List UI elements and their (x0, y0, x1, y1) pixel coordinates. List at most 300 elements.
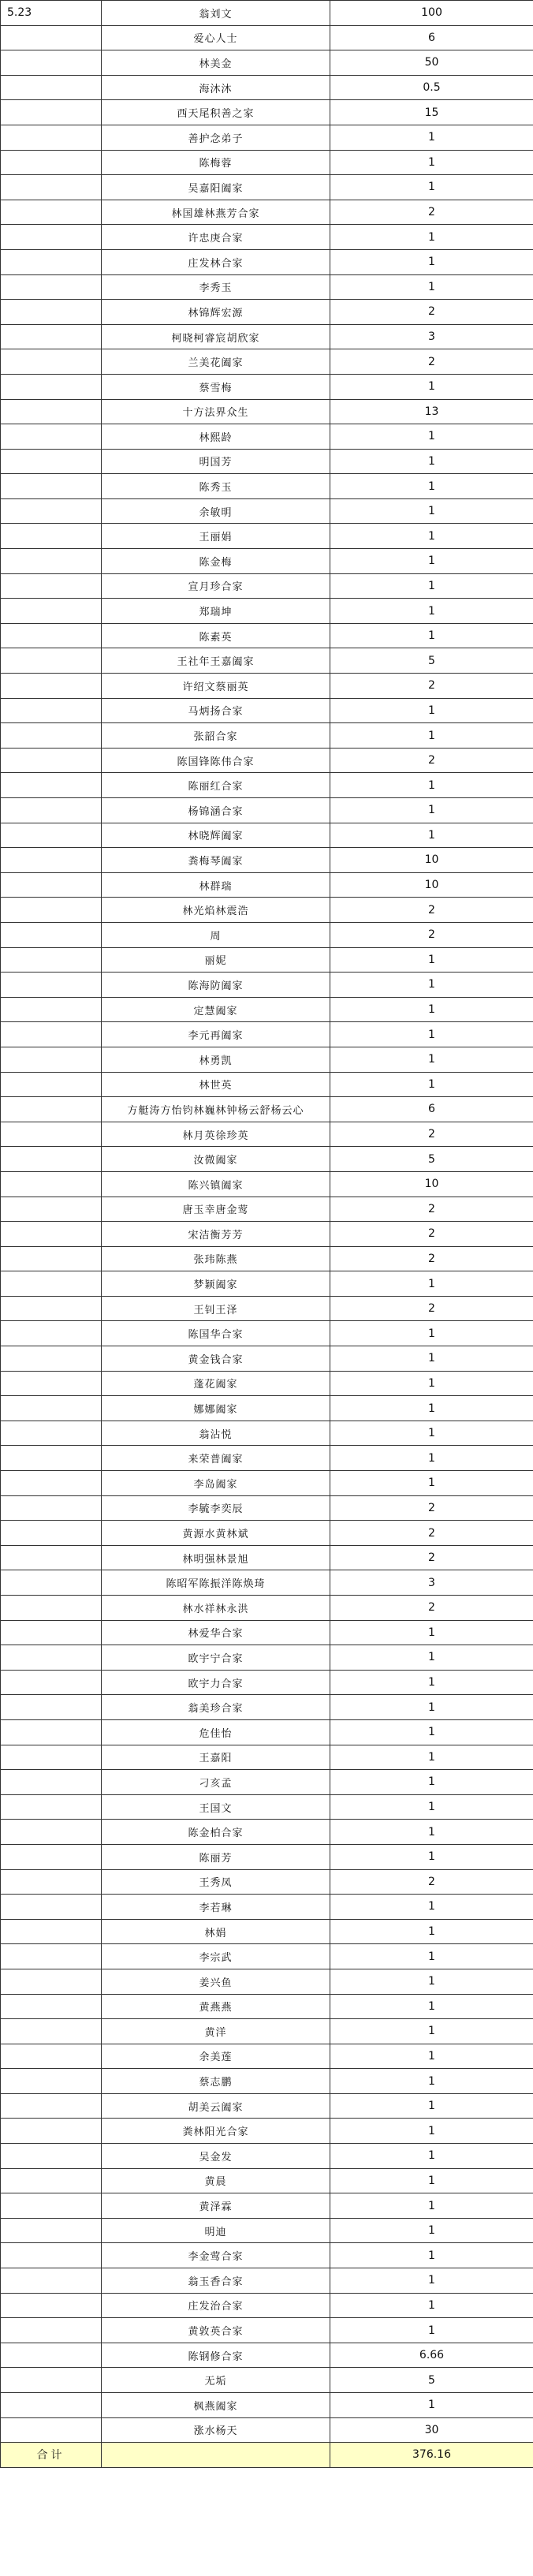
date-cell (1, 1197, 102, 1222)
donor-name-cell: 林晓辉阖家 (102, 823, 330, 848)
table-row (1, 1521, 533, 1546)
date-cell (1, 1296, 102, 1321)
donor-name-cell: 十方法界众生 (102, 399, 330, 424)
amount-cell: 1 (330, 1421, 533, 1446)
amount-cell: 15 (330, 100, 533, 125)
table-row (1, 2019, 533, 2044)
table-row (1, 274, 533, 300)
donor-name-cell: 林勇凯 (102, 1047, 330, 1072)
table-row (1, 2343, 533, 2368)
amount-cell: 2 (330, 1296, 533, 1321)
date-cell (1, 1994, 102, 2019)
date-cell (1, 1171, 102, 1197)
table-row (1, 2168, 533, 2193)
date-cell (1, 1271, 102, 1297)
amount-cell: 50 (330, 50, 533, 76)
date-cell (1, 1620, 102, 1645)
date-cell (1, 1794, 102, 1820)
table-row (1, 349, 533, 375)
donor-name-cell: 余美莲 (102, 2044, 330, 2069)
table-row (1, 2119, 533, 2144)
amount-cell: 6 (330, 25, 533, 50)
date-cell (1, 1645, 102, 1671)
donor-name-cell: 柯晓柯睿宸胡欣家 (102, 324, 330, 349)
donor-name-cell: 善护念弟子 (102, 125, 330, 150)
date-cell (1, 1545, 102, 1570)
table-row (1, 1097, 533, 1122)
date-cell (1, 524, 102, 549)
donor-name-cell: 来荣普阖家 (102, 1446, 330, 1471)
amount-cell: 1 (330, 2069, 533, 2094)
table-row (1, 374, 533, 399)
donor-name-cell: 林熙龄 (102, 424, 330, 450)
donor-name-cell: 陈丽红合家 (102, 773, 330, 798)
date-cell (1, 2417, 102, 2443)
date-cell (1, 1072, 102, 1097)
donor-name-cell: 林爱华合家 (102, 1620, 330, 1645)
date-cell (1, 1446, 102, 1471)
date-cell (1, 848, 102, 873)
table-row (1, 1844, 533, 1869)
table-row (1, 922, 533, 947)
donor-name-cell: 林美金 (102, 50, 330, 76)
amount-cell: 1 (330, 599, 533, 624)
donor-name-cell: 林水祥林永洪 (102, 1596, 330, 1621)
donor-name-cell: 黄源水黄林斌 (102, 1521, 330, 1546)
amount-cell: 2 (330, 1521, 533, 1546)
table-row (1, 1296, 533, 1321)
donor-name-cell: 王社年王嘉阖家 (102, 648, 330, 674)
table-row (1, 1869, 533, 1895)
total-row (1, 2443, 533, 2468)
donor-name-cell: 枫燕阖家 (102, 2393, 330, 2418)
amount-cell: 2 (330, 748, 533, 773)
donor-name-cell: 王嘉阳 (102, 1745, 330, 1770)
date-cell (1, 1222, 102, 1247)
donor-name-cell: 娜娜阖家 (102, 1396, 330, 1421)
amount-cell: 1 (330, 2119, 533, 2144)
donor-name-cell: 陈钢修合家 (102, 2343, 330, 2368)
date-cell (1, 748, 102, 773)
amount-cell: 1 (330, 2044, 533, 2069)
donor-name-cell: 李秀玉 (102, 274, 330, 300)
date-cell (1, 1147, 102, 1172)
donor-name-cell: 蔡志鹏 (102, 2069, 330, 2094)
donor-name-cell: 定慧阖家 (102, 997, 330, 1022)
amount-cell: 1 (330, 1820, 533, 1845)
donor-name-cell: 方艇涛方怡钧林巍林钟杨云舒杨云心 (102, 1097, 330, 1122)
amount-cell: 2 (330, 898, 533, 923)
table-row (1, 75, 533, 100)
amount-cell: 6 (330, 1097, 533, 1122)
date-cell (1, 50, 102, 76)
amount-cell: 1 (330, 1346, 533, 1372)
donor-name-cell: 黄燕燕 (102, 1994, 330, 2019)
donor-name-cell: 胡美云阖家 (102, 2093, 330, 2119)
table-row (1, 2093, 533, 2119)
table-row (1, 973, 533, 998)
donor-name-cell: 李元再阖家 (102, 1022, 330, 1047)
amount-cell: 5 (330, 1147, 533, 1172)
donor-name-cell: 陈丽芳 (102, 1844, 330, 1869)
donor-name-cell: 刁亥孟 (102, 1770, 330, 1795)
table-row (1, 1994, 533, 2019)
date-cell (1, 947, 102, 973)
donor-name-cell: 陈秀玉 (102, 474, 330, 499)
donor-name-cell: 海沐沐 (102, 75, 330, 100)
donor-name-cell: 王钊王泽 (102, 1296, 330, 1321)
table-row (1, 798, 533, 823)
date-cell (1, 623, 102, 648)
date-cell (1, 324, 102, 349)
date-cell (1, 1570, 102, 1596)
donor-name-cell: 郑瑞坤 (102, 599, 330, 624)
amount-cell: 1 (330, 225, 533, 250)
donor-name-cell: 杨锦涵合家 (102, 798, 330, 823)
amount-cell: 2 (330, 1122, 533, 1147)
date-cell (1, 100, 102, 125)
donor-name-cell: 陈国华合家 (102, 1321, 330, 1346)
date-cell (1, 1471, 102, 1496)
date-cell (1, 2044, 102, 2069)
amount-cell: 1 (330, 1944, 533, 1969)
table-row (1, 2318, 533, 2343)
date-cell (1, 1770, 102, 1795)
donor-name-cell: 黄金钱合家 (102, 1346, 330, 1372)
date-cell (1, 2368, 102, 2393)
date-cell (1, 75, 102, 100)
amount-cell: 2 (330, 1495, 533, 1521)
date-cell (1, 674, 102, 699)
table-row (1, 623, 533, 648)
amount-cell: 2 (330, 674, 533, 699)
amount-cell: 1 (330, 424, 533, 450)
amount-cell: 1 (330, 524, 533, 549)
table-row (1, 150, 533, 175)
donor-name-cell: 汝微阖家 (102, 1147, 330, 1172)
amount-cell: 2 (330, 1596, 533, 1621)
donor-name-cell: 西天尾积善之家 (102, 100, 330, 125)
date-cell (1, 2318, 102, 2343)
date-cell (1, 973, 102, 998)
donor-name-cell: 明国芳 (102, 449, 330, 474)
donor-name-cell: 翁刘文 (102, 1, 330, 26)
amount-cell: 1 (330, 2019, 533, 2044)
date-cell (1, 997, 102, 1022)
table-row (1, 947, 533, 973)
amount-cell: 13 (330, 399, 533, 424)
table-row (1, 1620, 533, 1645)
table-row (1, 573, 533, 599)
table-row (1, 1396, 533, 1421)
donor-name-cell: 林光焰林震浩 (102, 898, 330, 923)
donor-name-cell: 蔡雪梅 (102, 374, 330, 399)
date-cell (1, 424, 102, 450)
donor-name-cell: 黄洋 (102, 2019, 330, 2044)
date-cell (1, 1844, 102, 1869)
donor-name-cell: 姜兴鱼 (102, 1969, 330, 1994)
donor-name-cell: 王秀凤 (102, 1869, 330, 1895)
donation-table-body (1, 1, 533, 2468)
amount-cell: 1 (330, 498, 533, 524)
date-cell (1, 2069, 102, 2094)
donor-name-cell: 唐玉幸唐金莺 (102, 1197, 330, 1222)
date-cell (1, 2193, 102, 2219)
table-row (1, 2417, 533, 2443)
date-cell (1, 150, 102, 175)
donor-name-cell: 林国雄林燕芳合家 (102, 200, 330, 225)
table-row (1, 1446, 533, 1471)
date-cell (1, 1246, 102, 1271)
table-row (1, 2393, 533, 2418)
table-row (1, 225, 533, 250)
table-row (1, 1246, 533, 1271)
date-cell (1, 2093, 102, 2119)
amount-cell: 1 (330, 1745, 533, 1770)
donor-name-cell: 粪林阳光合家 (102, 2119, 330, 2144)
donor-name-cell: 余敏明 (102, 498, 330, 524)
donor-name-cell: 周 (102, 922, 330, 947)
donor-name-cell: 李金莺合家 (102, 2243, 330, 2268)
date-cell (1, 249, 102, 274)
date-cell (1, 1521, 102, 1546)
amount-cell: 1 (330, 947, 533, 973)
table-row (1, 2193, 533, 2219)
donor-name-cell: 黄晨 (102, 2168, 330, 2193)
table-row (1, 698, 533, 723)
donor-name-cell: 张玮陈燕 (102, 1246, 330, 1271)
amount-cell: 1 (330, 823, 533, 848)
date-cell (1, 2144, 102, 2169)
date-cell (1, 225, 102, 250)
total-empty-cell (102, 2443, 330, 2468)
table-row (1, 1545, 533, 1570)
date-cell (1, 474, 102, 499)
total-label: 合计 (1, 2443, 102, 2468)
amount-cell: 2 (330, 1222, 533, 1247)
date-cell (1, 1969, 102, 1994)
table-row (1, 872, 533, 898)
donor-name-cell: 翁沾悦 (102, 1421, 330, 1446)
donor-name-cell: 陈素英 (102, 623, 330, 648)
donor-name-cell: 林娟 (102, 1919, 330, 1944)
table-row (1, 1670, 533, 1695)
amount-cell: 1 (330, 1770, 533, 1795)
donor-name-cell: 李岛阖家 (102, 1471, 330, 1496)
table-row (1, 1197, 533, 1222)
table-row (1, 449, 533, 474)
amount-cell: 1 (330, 1645, 533, 1671)
amount-cell: 2 (330, 1197, 533, 1222)
table-row (1, 1222, 533, 1247)
donor-name-cell: 李毓李奕辰 (102, 1495, 330, 1521)
amount-cell: 1 (330, 1471, 533, 1496)
donor-name-cell: 吴金发 (102, 2144, 330, 2169)
donor-name-cell: 陈金柏合家 (102, 1820, 330, 1845)
amount-cell: 1 (330, 798, 533, 823)
amount-cell: 2 (330, 1545, 533, 1570)
table-row (1, 898, 533, 923)
date-cell (1, 175, 102, 200)
date-cell (1, 1371, 102, 1396)
table-row (1, 1820, 533, 1845)
table-row (1, 1695, 533, 1720)
amount-cell: 1 (330, 150, 533, 175)
table-row (1, 1596, 533, 1621)
amount-cell: 1 (330, 1072, 533, 1097)
table-row (1, 1321, 533, 1346)
donor-name-cell: 梦颖阖家 (102, 1271, 330, 1297)
amount-cell: 10 (330, 872, 533, 898)
date-cell (1, 2218, 102, 2243)
table-row (1, 175, 533, 200)
date-cell (1, 1421, 102, 1446)
date-cell (1, 2119, 102, 2144)
donor-name-cell: 爱心人士 (102, 25, 330, 50)
donor-name-cell: 许绍文蔡丽英 (102, 674, 330, 699)
total-amount: 376.16 (330, 2443, 533, 2468)
date-cell (1, 2168, 102, 2193)
amount-cell: 1 (330, 474, 533, 499)
date-cell (1, 773, 102, 798)
donor-name-cell: 翁玉香合家 (102, 2268, 330, 2294)
donor-name-cell: 王丽娟 (102, 524, 330, 549)
table-row (1, 674, 533, 699)
donor-name-cell: 黄敦英合家 (102, 2318, 330, 2343)
amount-cell: 1 (330, 2193, 533, 2219)
donor-name-cell: 陈昭军陈振洋陈焕琦 (102, 1570, 330, 1596)
table-row (1, 1794, 533, 1820)
date-cell (1, 1122, 102, 1147)
donor-name-cell: 欧宇宁合家 (102, 1645, 330, 1671)
amount-cell: 5 (330, 2368, 533, 2393)
date-cell (1, 898, 102, 923)
amount-cell: 1 (330, 1271, 533, 1297)
amount-cell: 30 (330, 2417, 533, 2443)
date-cell (1, 1022, 102, 1047)
table-row (1, 200, 533, 225)
amount-cell: 1 (330, 1371, 533, 1396)
date-cell (1, 599, 102, 624)
donor-name-cell: 李若琳 (102, 1895, 330, 1920)
table-row (1, 1645, 533, 1671)
amount-cell: 10 (330, 1171, 533, 1197)
donor-name-cell: 林锦辉宏源 (102, 300, 330, 325)
amount-cell: 1 (330, 2393, 533, 2418)
table-row (1, 125, 533, 150)
table-row (1, 1770, 533, 1795)
donor-name-cell: 宋洁衡芳芳 (102, 1222, 330, 1247)
date-cell (1, 274, 102, 300)
table-row (1, 1570, 533, 1596)
donor-name-cell: 陈梅蓉 (102, 150, 330, 175)
amount-cell: 2 (330, 349, 533, 375)
amount-cell: 1 (330, 125, 533, 150)
table-row (1, 1346, 533, 1372)
donor-name-cell: 翁美珍合家 (102, 1695, 330, 1720)
date-cell (1, 2019, 102, 2044)
amount-cell: 1 (330, 374, 533, 399)
amount-cell: 1 (330, 1994, 533, 2019)
donor-name-cell: 庄发林合家 (102, 249, 330, 274)
date-cell (1, 125, 102, 150)
amount-cell: 1 (330, 274, 533, 300)
table-row (1, 100, 533, 125)
date-cell (1, 698, 102, 723)
amount-cell: 1 (330, 2268, 533, 2294)
table-row (1, 748, 533, 773)
amount-cell: 1 (330, 1919, 533, 1944)
date-cell (1, 374, 102, 399)
amount-cell: 2 (330, 300, 533, 325)
amount-cell: 1 (330, 623, 533, 648)
table-row (1, 25, 533, 50)
donor-name-cell: 李宗武 (102, 1944, 330, 1969)
table-row (1, 1122, 533, 1147)
amount-cell: 1 (330, 2144, 533, 2169)
table-row (1, 848, 533, 873)
date-cell (1, 1919, 102, 1944)
table-row (1, 1471, 533, 1496)
table-row (1, 1895, 533, 1920)
table-row (1, 1147, 533, 1172)
donor-name-cell: 张韶合家 (102, 723, 330, 749)
amount-cell: 1 (330, 1620, 533, 1645)
table-row (1, 1, 533, 26)
donor-name-cell: 明迪 (102, 2218, 330, 2243)
date-cell (1, 1895, 102, 1920)
date-cell (1, 1944, 102, 1969)
table-row (1, 1969, 533, 1994)
date-cell (1, 1596, 102, 1621)
donor-name-cell: 林群瑞 (102, 872, 330, 898)
date-cell: 5.23 (1, 1, 102, 26)
table-row (1, 2293, 533, 2318)
donor-name-cell: 陈金梅 (102, 549, 330, 574)
table-row (1, 1022, 533, 1047)
amount-cell: 1 (330, 1719, 533, 1745)
date-cell (1, 723, 102, 749)
table-row (1, 2218, 533, 2243)
amount-cell: 1 (330, 1895, 533, 1920)
date-cell (1, 2393, 102, 2418)
amount-cell: 2 (330, 1246, 533, 1271)
donor-name-cell: 吴嘉阳阖家 (102, 175, 330, 200)
table-row (1, 498, 533, 524)
date-cell (1, 449, 102, 474)
amount-cell: 1 (330, 1969, 533, 1994)
date-cell (1, 1346, 102, 1372)
date-cell (1, 922, 102, 947)
table-row (1, 2268, 533, 2294)
donor-name-cell: 马炳扬合家 (102, 698, 330, 723)
table-row (1, 50, 533, 76)
amount-cell: 1 (330, 1047, 533, 1072)
table-row (1, 2368, 533, 2393)
amount-cell: 1 (330, 973, 533, 998)
amount-cell: 2 (330, 200, 533, 225)
table-row (1, 324, 533, 349)
amount-cell: 1 (330, 1844, 533, 1869)
date-cell (1, 1820, 102, 1845)
table-row (1, 1495, 533, 1521)
date-cell (1, 399, 102, 424)
amount-cell: 1 (330, 2243, 533, 2268)
date-cell (1, 872, 102, 898)
table-row (1, 648, 533, 674)
amount-cell: 1 (330, 2168, 533, 2193)
table-row (1, 399, 533, 424)
